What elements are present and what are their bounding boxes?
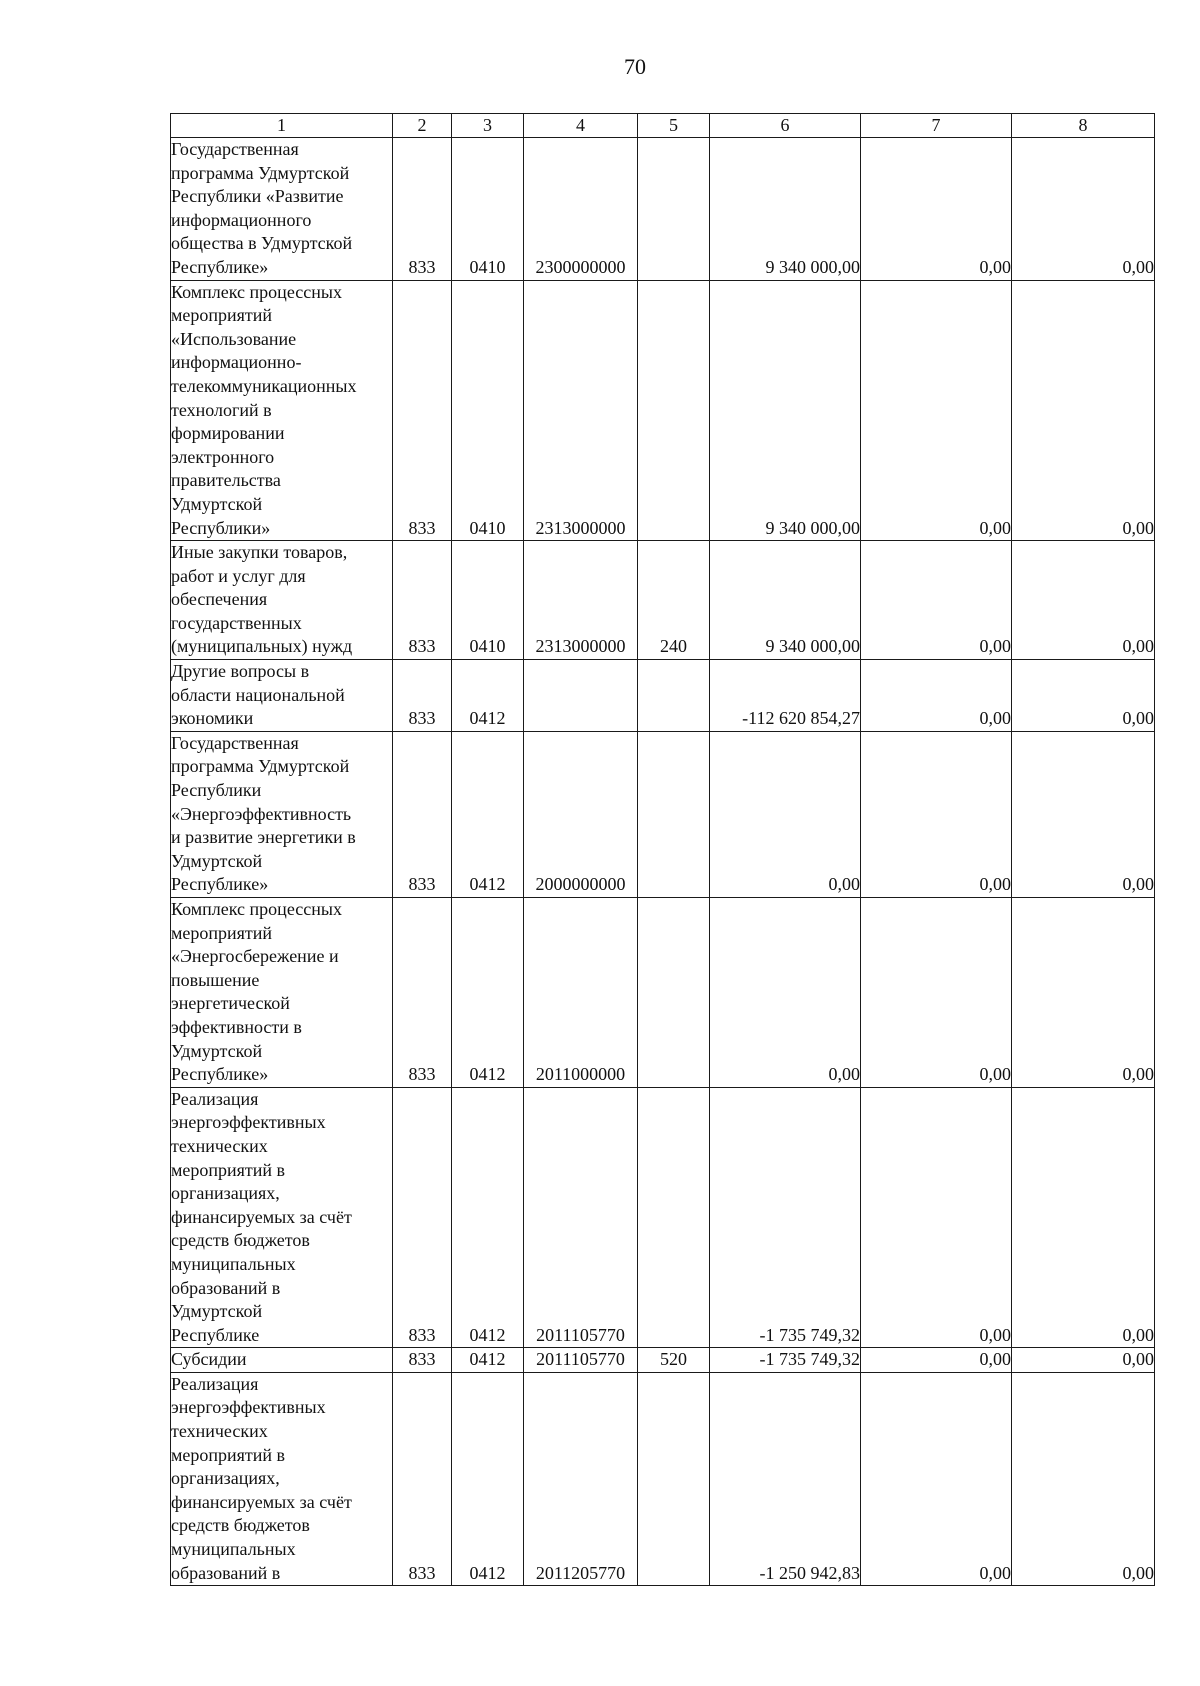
row-name-line: муниципальных	[171, 1539, 296, 1560]
row-name-line: мероприятий	[171, 922, 273, 943]
amount-cell: 0,00	[1012, 541, 1155, 660]
section-cell: 0412	[452, 731, 524, 897]
expense-type-cell	[638, 1087, 710, 1348]
table-row	[171, 660, 1155, 732]
amount-cell: 0,00	[861, 280, 1012, 541]
amount-cell: -1 735 749,32	[710, 1348, 861, 1373]
row-name-cell	[171, 1087, 393, 1348]
page-number: 70	[624, 54, 646, 79]
row-name-cell	[171, 1372, 393, 1585]
target-article-cell: 2011105770	[524, 1087, 638, 1348]
row-name-line: области национальной	[171, 684, 345, 705]
amount-cell: 0,00	[1012, 280, 1155, 541]
row-name-line: средств бюджетов	[171, 1230, 310, 1251]
row-name-cell	[171, 280, 393, 541]
row-name-line: «Использование	[171, 328, 297, 349]
row-name-line: и развитие энергетики в	[171, 827, 356, 848]
row-name-line: Республике»	[171, 256, 269, 277]
row-name-cell	[171, 1348, 393, 1373]
row-name-line: Республике»	[171, 1064, 269, 1085]
section-cell: 0412	[452, 1348, 524, 1373]
amount-cell: 9 340 000,00	[710, 138, 861, 281]
expense-type-cell: 520	[638, 1348, 710, 1373]
row-name-line: Государственная	[171, 732, 299, 753]
row-name-line: энергоэффективных	[171, 1112, 326, 1133]
row-name-line: Удмуртской	[171, 1040, 263, 1061]
row-name-line: образований в	[171, 1277, 281, 1298]
row-name-line: Реализация	[171, 1373, 259, 1394]
amount-cell: 0,00	[861, 1087, 1012, 1348]
column-header: 6	[710, 114, 861, 138]
row-name-cell	[171, 898, 393, 1088]
row-name-line: мероприятий в	[171, 1159, 286, 1180]
row-name-cell	[171, 660, 393, 732]
amount-cell: 0,00	[1012, 1348, 1155, 1373]
target-article-cell: 2011205770	[524, 1372, 638, 1585]
row-name-line: Удмуртской	[171, 493, 263, 514]
row-name-line: образований в	[171, 1562, 281, 1583]
target-article-cell: 2011000000	[524, 898, 638, 1088]
row-name-line: Реализация	[171, 1088, 259, 1109]
section-cell: 0412	[452, 660, 524, 732]
target-article-cell: 2300000000	[524, 138, 638, 281]
row-name-cell	[171, 138, 393, 281]
table-row	[171, 541, 1155, 660]
amount-cell: 0,00	[861, 541, 1012, 660]
row-name-line: экономики	[171, 708, 254, 729]
row-name-line: Республики	[171, 780, 262, 801]
row-name-line: финансируемых за счёт	[171, 1491, 352, 1512]
amount-cell: 0,00	[710, 731, 861, 897]
expense-type-cell	[638, 138, 710, 281]
row-name-line: эффективности в	[171, 1016, 302, 1037]
table-row	[171, 731, 1155, 897]
row-name-line: финансируемых за счёт	[171, 1206, 352, 1227]
row-name-line: средств бюджетов	[171, 1515, 310, 1536]
section-cell: 0410	[452, 138, 524, 281]
section-cell: 0410	[452, 280, 524, 541]
amount-cell: 9 340 000,00	[710, 280, 861, 541]
amount-cell: 0,00	[1012, 1087, 1155, 1348]
row-name-line: «Энергоэффективность	[171, 803, 352, 824]
amount-cell: 0,00	[1012, 898, 1155, 1088]
amount-cell: 0,00	[1012, 660, 1155, 732]
row-name-line: информационно-	[171, 352, 302, 373]
column-header: 1	[171, 114, 393, 138]
row-name-line: Субсидии	[171, 1349, 247, 1370]
target-article-cell: 2000000000	[524, 731, 638, 897]
row-name-line: организациях,	[171, 1183, 280, 1204]
expense-type-cell	[638, 280, 710, 541]
table-row	[171, 1087, 1155, 1348]
row-name-line: Республике»	[171, 874, 269, 895]
row-name-line: Другие вопросы в	[171, 661, 310, 682]
code-cell: 833	[393, 660, 452, 732]
amount-cell: 0,00	[861, 731, 1012, 897]
code-cell: 833	[393, 731, 452, 897]
amount-cell: 0,00	[861, 138, 1012, 281]
target-article-cell	[524, 660, 638, 732]
code-cell: 833	[393, 1348, 452, 1373]
row-name-line: Удмуртской	[171, 1301, 263, 1322]
section-cell: 0412	[452, 898, 524, 1088]
amount-cell: 0,00	[1012, 1372, 1155, 1585]
row-name-line: «Энергосбережение и	[171, 946, 339, 967]
row-name-line: Республики «Развитие	[171, 186, 344, 207]
code-cell: 833	[393, 138, 452, 281]
row-name-line: мероприятий в	[171, 1444, 286, 1465]
row-name-line: государственных	[171, 612, 302, 633]
section-cell: 0410	[452, 541, 524, 660]
amount-cell: 0,00	[861, 660, 1012, 732]
table-row	[171, 138, 1155, 281]
row-name-line: муниципальных	[171, 1253, 296, 1274]
row-name-line: энергетической	[171, 993, 290, 1014]
row-name-line: Республике	[171, 1324, 260, 1345]
column-header: 2	[393, 114, 452, 138]
row-name-line: Иные закупки товаров,	[171, 542, 348, 563]
row-name-line: мероприятий	[171, 305, 273, 326]
budget-table	[170, 113, 1155, 1586]
column-header: 8	[1012, 114, 1155, 138]
row-name-line: программа Удмуртской	[171, 162, 350, 183]
code-cell: 833	[393, 280, 452, 541]
section-cell: 0412	[452, 1087, 524, 1348]
amount-cell: -1 735 749,32	[710, 1087, 861, 1348]
expense-type-cell	[638, 1372, 710, 1585]
row-name-line: работ и услуг для	[171, 565, 306, 586]
table-body	[171, 138, 1155, 1586]
row-name-cell	[171, 731, 393, 897]
column-header: 5	[638, 114, 710, 138]
amount-cell: 0,00	[861, 1348, 1012, 1373]
row-name-line: телекоммуникационных	[171, 375, 357, 396]
amount-cell: -1 250 942,83	[710, 1372, 861, 1585]
amount-cell: 0,00	[861, 1372, 1012, 1585]
row-name-line: энергоэффективных	[171, 1397, 326, 1418]
target-article-cell: 2313000000	[524, 541, 638, 660]
row-name-line: информационного	[171, 209, 312, 230]
target-article-cell: 2313000000	[524, 280, 638, 541]
table-row	[171, 898, 1155, 1088]
row-name-line: Комплекс процессных	[171, 899, 342, 919]
code-cell: 833	[393, 898, 452, 1088]
amount-cell: 0,00	[1012, 731, 1155, 897]
row-name-cell	[171, 541, 393, 660]
row-name-line: Государственная	[171, 139, 299, 159]
table-row	[171, 280, 1155, 541]
row-name-line: обеспечения	[171, 589, 268, 610]
row-name-line: (муниципальных) нужд	[171, 636, 353, 657]
amount-cell: 0,00	[1012, 138, 1155, 281]
row-name-line: программа Удмуртской	[171, 756, 350, 777]
expense-type-cell	[638, 731, 710, 897]
amount-cell: -112 620 854,27	[710, 660, 861, 732]
row-name-line: технических	[171, 1421, 268, 1442]
expense-type-cell	[638, 898, 710, 1088]
row-name-line: правительства	[171, 470, 281, 491]
table-row	[171, 1372, 1155, 1585]
row-name-line: технических	[171, 1135, 268, 1156]
row-name-line: технологий в	[171, 399, 272, 420]
amount-cell: 0,00	[710, 898, 861, 1088]
row-name-line: Республики»	[171, 517, 271, 538]
header-row	[171, 114, 1155, 138]
expense-type-cell	[638, 660, 710, 732]
expense-type-cell: 240	[638, 541, 710, 660]
row-name-line: повышение	[171, 969, 260, 990]
row-name-line: общества в Удмуртской	[171, 233, 353, 254]
code-cell: 833	[393, 541, 452, 660]
code-cell: 833	[393, 1087, 452, 1348]
row-name-line: электронного	[171, 446, 275, 467]
row-name-line: организациях,	[171, 1468, 280, 1489]
column-header: 3	[452, 114, 524, 138]
section-cell: 0412	[452, 1372, 524, 1585]
row-name-line: Комплекс процессных	[171, 281, 342, 302]
row-name-line: формировании	[171, 423, 285, 444]
row-name-line: Удмуртской	[171, 850, 263, 871]
amount-cell: 0,00	[861, 898, 1012, 1088]
table-row	[171, 1348, 1155, 1373]
amount-cell: 9 340 000,00	[710, 541, 861, 660]
code-cell: 833	[393, 1372, 452, 1585]
column-header: 7	[861, 114, 1012, 138]
column-header: 4	[524, 114, 638, 138]
target-article-cell: 2011105770	[524, 1348, 638, 1373]
